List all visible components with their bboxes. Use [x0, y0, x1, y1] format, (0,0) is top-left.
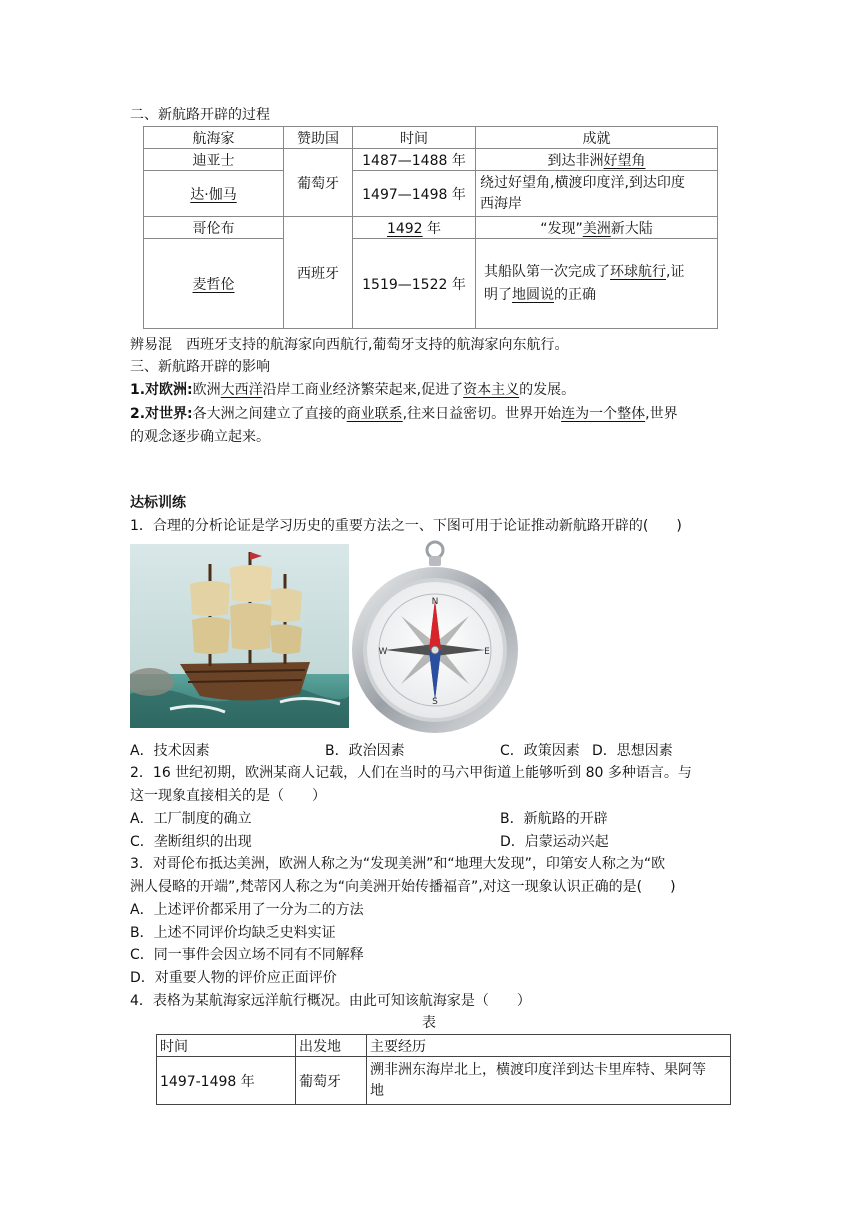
bianyihun-note: 辨易混 西班牙支持的航海家向西航行,葡萄牙支持的航海家向东航行。 — [130, 337, 569, 353]
navigator-gama: 达·伽马 — [144, 171, 284, 217]
achievement-gama: 绕过好望角,横渡印度洋,到达印度 西海岸 — [476, 171, 718, 217]
q3-option-d: D．对重要人物的评价应正面评价 — [130, 970, 337, 986]
navigator-dias: 迪亚士 — [144, 149, 284, 171]
q1-option-b: B．政治因素 — [325, 743, 405, 759]
navigator-magellan: 麦哲伦 — [144, 239, 284, 329]
compass-north-label: N — [431, 597, 439, 607]
t4-header-time: 时间 — [157, 1035, 296, 1057]
achievement-dias: 到达非洲好望角 — [476, 149, 718, 171]
q3-option-a: A．上述评价都采用了一分为二的方法 — [130, 902, 364, 918]
question-3-line1: 3．对哥伦布抵达美洲，欧洲人称之为“发现美洲”和“地理大发现”，印第安人称之为“欧 — [130, 856, 666, 872]
q2-option-d: D．启蒙运动兴起 — [500, 834, 609, 850]
section3-heading: 三、新航路开辟的影响 — [130, 359, 270, 375]
q1-option-d: D．思想因素 — [592, 743, 673, 759]
q1-option-c: C．政策因素 — [500, 743, 580, 759]
time-magellan: 1519—1522 年 — [353, 239, 476, 329]
question-1: 1．合理的分析论证是学习历史的重要方法之一、下图可用于论证推动新航路开辟的( ) — [130, 518, 682, 534]
time-gama: 1497—1498 年 — [353, 171, 476, 217]
compass-east-label: E — [484, 647, 490, 657]
t4-header-origin: 出发地 — [296, 1035, 367, 1057]
time-dias: 1487—1488 年 — [353, 149, 476, 171]
header-time: 时间 — [353, 127, 476, 149]
t4-header-experience: 主要经历 — [367, 1035, 731, 1057]
voyage-table — [156, 1034, 731, 1105]
table-caption: 表 — [422, 1015, 436, 1031]
header-sponsor: 赞助国 — [284, 127, 353, 149]
question-3-line2: 洲人侵略的开端”,梵蒂冈人称之为“向美洲开始传播福音”,对这一现象认识正确的是( ) — [130, 879, 676, 895]
q3-option-c: C．同一事件会因立场不同有不同解释 — [130, 947, 364, 963]
achievement-columbus: “发现”美洲新大陆 — [476, 217, 718, 239]
question-4: 4．表格为某航海家远洋航行概况。由此可知该航海家是（ ） — [130, 993, 531, 1009]
header-navigator: 航海家 — [144, 127, 284, 149]
compass-south-label: S — [432, 697, 438, 707]
impact-world: 2.对世界:各大洲之间建立了直接的商业联系,往来日益密切。世界开始连为一个整体,世界 — [130, 406, 678, 422]
sponsor-spain: 西班牙 — [284, 217, 353, 329]
t4-cell-experience: 溯非洲东海岸北上，横渡印度洋到达卡里库特、果阿等 地 — [367, 1057, 731, 1105]
sponsor-portugal: 葡萄牙 — [284, 149, 353, 217]
impact-world-line2: 的观念逐步确立起来。 — [130, 429, 270, 445]
section2-heading: 二、新航路开辟的过程 — [130, 107, 270, 123]
sailing-ship-image — [130, 544, 349, 728]
time-columbus: 1492 年 — [353, 217, 476, 239]
t4-cell-origin: 葡萄牙 — [296, 1057, 367, 1105]
q2-option-c: C．垄断组织的出现 — [130, 834, 252, 850]
navigator-columbus: 哥伦布 — [144, 217, 284, 239]
q1-option-a: A．技术因素 — [130, 743, 210, 759]
impact-europe: 1.对欧洲:欧洲大西洋沿岸工商业经济繁荣起来,促进了资本主义的发展。 — [130, 382, 576, 398]
compass-image — [349, 540, 521, 734]
achievement-magellan: 其船队第一次完成了环球航行,证 明了地圆说的正确 — [476, 239, 718, 329]
q3-option-b: B．上述不同评价均缺乏史料实证 — [130, 925, 336, 941]
question-2-line1: 2．16 世纪初期，欧洲某商人记载，人们在当时的马六甲街道上能够听到 80 多种语言。与 — [130, 765, 692, 781]
q2-option-a: A．工厂制度的确立 — [130, 811, 252, 827]
compass-west-label: W — [378, 647, 388, 657]
navigators-table — [143, 126, 718, 329]
question-2-line2: 这一现象直接相关的是（ ） — [130, 788, 326, 804]
t4-cell-time: 1497-1498 年 — [157, 1057, 296, 1105]
q2-option-b: B．新航路的开辟 — [500, 811, 608, 827]
practice-heading: 达标训练 — [130, 495, 186, 511]
header-achievement: 成就 — [476, 127, 718, 149]
